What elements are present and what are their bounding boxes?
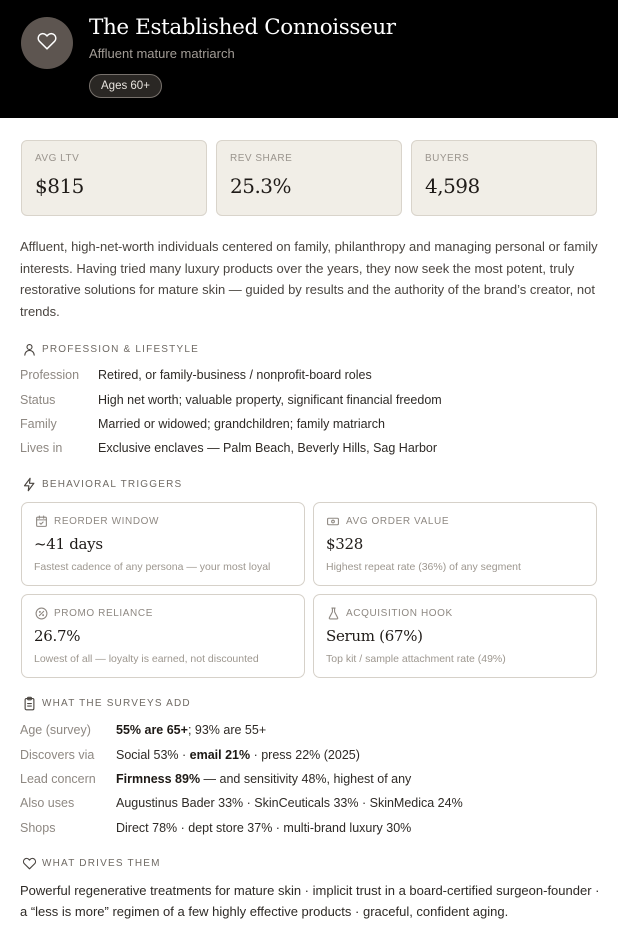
- row-value: Married or widowed; grandchildren; family matriarch: [98, 417, 385, 431]
- row-key: Profession: [20, 368, 80, 382]
- row-value: [116, 746, 360, 764]
- section-heading-text: PROFESSION & LIFESTYLE: [42, 343, 199, 355]
- card-label: PROMO RELIANCE: [54, 607, 153, 619]
- persona-avatar: [21, 17, 73, 69]
- row-key: Family: [20, 417, 57, 431]
- card-label-row: [34, 514, 159, 528]
- section-heading-text: BEHAVIORAL TRIGGERS: [42, 478, 183, 490]
- section-heading-text: WHAT DRIVES THEM: [42, 857, 161, 869]
- row-value-highlight: Firmness 89%: [116, 772, 201, 786]
- person-icon: [21, 341, 37, 357]
- percent-icon: [34, 606, 48, 620]
- section-heading-surveys: [21, 695, 191, 711]
- stat-label: AVG LTV: [35, 153, 80, 164]
- card-value: Serum (67%): [326, 627, 423, 645]
- card-value: $328: [326, 535, 363, 553]
- stat-label: BUYERS: [425, 153, 470, 164]
- calendar-check-icon: [34, 514, 48, 528]
- card-note: Fastest cadence of any persona — your most loyal: [34, 561, 271, 573]
- heart-icon: [36, 30, 58, 57]
- age-badge: Ages 60+: [89, 74, 162, 98]
- card-label: AVG ORDER VALUE: [346, 515, 450, 527]
- persona-title: The Established Connoisseur: [89, 15, 396, 40]
- stat-label: REV SHARE: [230, 153, 293, 164]
- row-value: High net worth; valuable property, significant financial freedom: [98, 393, 442, 407]
- card-label: ACQUISITION HOOK: [346, 607, 453, 619]
- trigger-card-promo-reliance: [21, 594, 305, 678]
- row-value: [116, 721, 266, 739]
- row-value: Direct 78% · dept store 37% · multi-brand luxury 30%: [116, 821, 412, 835]
- stat-card-avg-ltv: [21, 140, 207, 216]
- stat-value: $815: [35, 174, 84, 198]
- section-heading-behavioral: [21, 476, 182, 492]
- card-label-row: [34, 606, 153, 620]
- card-label: REORDER WINDOW: [54, 515, 160, 527]
- clipboard-icon: [21, 695, 37, 711]
- section-heading-drives: [21, 855, 161, 871]
- row-value: Exclusive enclaves — Palm Beach, Beverly Hills, Sag Harbor: [98, 441, 438, 455]
- row-value: Augustinus Bader 33% · SkinCeuticals 33% · SkinMedica 24%: [116, 796, 463, 810]
- section-heading-profession: [21, 341, 199, 357]
- row-key: Discovers via: [20, 748, 95, 762]
- flask-icon: [326, 606, 340, 620]
- card-label-row: [326, 606, 453, 620]
- row-value-rest: ; 93% are 55+: [187, 723, 267, 737]
- stat-value: 25.3%: [230, 174, 292, 198]
- row-value: Retired, or family-business / nonprofit-board roles: [98, 368, 372, 382]
- persona-subtitle: Affluent mature matriarch: [89, 46, 235, 61]
- section-heading-text: WHAT THE SURVEYS ADD: [42, 697, 191, 709]
- trigger-card-reorder-window: [21, 502, 305, 586]
- row-value-pre: Social 53% ·: [116, 748, 190, 762]
- row-value-highlight: email 21%: [189, 748, 251, 762]
- row-value: [116, 770, 411, 788]
- banknote-icon: [326, 514, 340, 528]
- row-key: Also uses: [20, 796, 75, 810]
- row-key: Status: [20, 393, 56, 407]
- card-note: Lowest of all — loyalty is earned, not discounted: [34, 653, 259, 665]
- row-value-highlight: 55% are 65+: [116, 723, 188, 737]
- row-value-rest: — and sensitivity 48%, highest of any: [200, 772, 412, 786]
- persona-description: Affluent, high-net-worth individuals centered on family, philanthropy and managing personal or family interests. Having tried many luxury products over the years, they now seek the most potent, truly restorative solutions for mature skin — guided by results and the authority of the brand’s creator, not trends.: [20, 239, 598, 319]
- row-value-rest: · press 22% (2025): [250, 748, 360, 762]
- row-key: Lives in: [20, 441, 63, 455]
- stat-card-rev-share: [216, 140, 402, 216]
- heart-icon: [21, 855, 37, 871]
- stat-card-buyers: [411, 140, 597, 216]
- row-key: Lead concern: [20, 772, 96, 786]
- stat-value: 4,598: [425, 174, 480, 198]
- row-key: Shops: [20, 821, 56, 835]
- trigger-card-avg-order-value: [313, 502, 597, 586]
- card-note: Top kit / sample attachment rate (49%): [326, 653, 506, 665]
- lightning-icon: [21, 476, 37, 492]
- trigger-card-acquisition-hook: [313, 594, 597, 678]
- card-note: Highest repeat rate (36%) of any segment: [326, 561, 521, 573]
- drives-text: Powerful regenerative treatments for mature skin · implicit trust in a board-certified surgeon-founder · a “less is more” regimen of a few highly effective products · graceful, confident aging.: [20, 883, 600, 919]
- card-label-row: [326, 514, 449, 528]
- row-key: Age (survey): [20, 723, 91, 737]
- persona-header: [0, 0, 618, 118]
- card-value: 26.7%: [34, 627, 81, 645]
- card-value: ~41 days: [34, 535, 103, 553]
